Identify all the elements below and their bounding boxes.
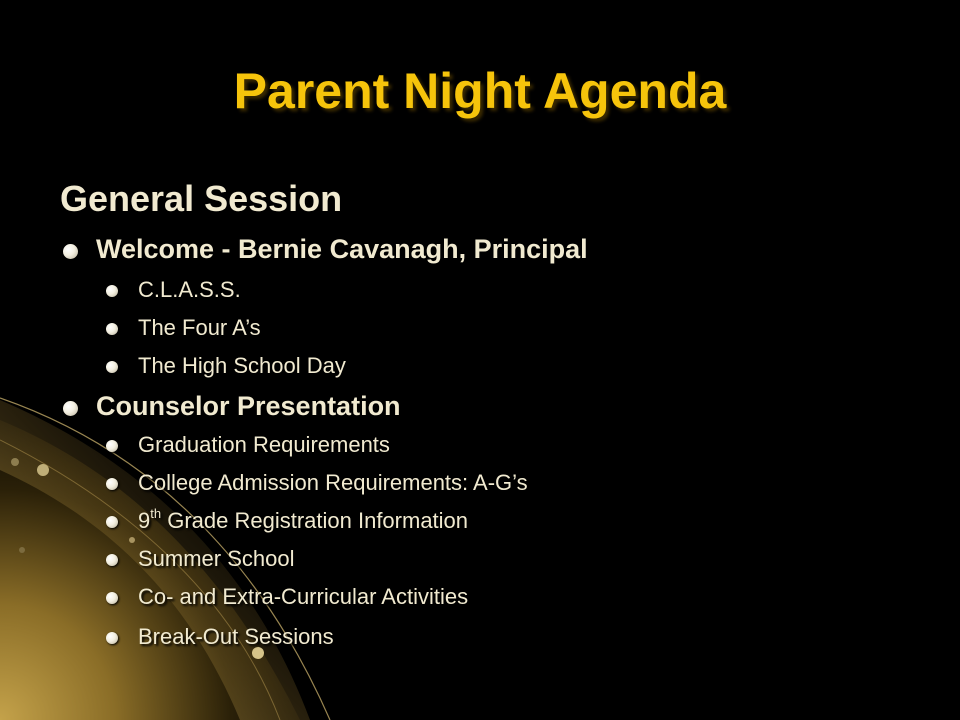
sub-item-label: The High School Day — [138, 353, 346, 378]
bullet-dot-icon — [106, 323, 118, 335]
sub-item-label: C.L.A.S.S. — [138, 277, 241, 302]
sub-item — [60, 508, 940, 534]
sub-item-label: Break-Out Sessions — [138, 624, 334, 649]
sub-item — [60, 277, 940, 303]
agenda-item-counselor — [60, 391, 940, 422]
agenda-item-label: Counselor Presentation — [96, 391, 401, 421]
bullet-dot-icon — [106, 516, 118, 528]
sub-item-label: Graduation Requirements — [138, 432, 390, 457]
bullet-dot-icon — [63, 244, 78, 259]
sub-item-label: The Four A’s — [138, 315, 261, 340]
sub-item — [60, 546, 940, 572]
bullet-dot-icon — [63, 401, 78, 416]
bullet-dot-icon — [106, 554, 118, 566]
agenda-item-label: Welcome - Bernie Cavanagh, Principal — [96, 234, 588, 264]
sub-item — [60, 353, 940, 379]
sub-item — [60, 584, 940, 610]
bullet-dot-icon — [106, 592, 118, 604]
bullet-dot-icon — [106, 285, 118, 297]
sub-item-label: Summer School — [138, 546, 295, 571]
ordinal-suffix: th — [150, 506, 162, 521]
grade-rest: Grade Registration Information — [161, 508, 469, 533]
bullet-dot-icon — [106, 361, 118, 373]
sub-item — [60, 432, 940, 458]
bullet-dot-icon — [106, 478, 118, 490]
agenda-content — [60, 178, 940, 650]
decorative-dot — [11, 458, 19, 466]
sub-item — [60, 624, 940, 650]
grade-number: 9 — [138, 508, 151, 533]
section-heading: General Session — [60, 178, 343, 219]
agenda-item-welcome — [60, 234, 940, 265]
sub-item-label — [138, 508, 468, 533]
bullet-dot-icon — [106, 632, 118, 644]
sub-item — [60, 315, 940, 341]
slide-title: Parent Night Agenda — [233, 63, 727, 119]
sub-item — [60, 470, 940, 496]
sub-item-label: Co- and Extra-Curricular Activities — [138, 584, 469, 609]
decorative-dot — [19, 547, 25, 553]
sub-item-label: College Admission Requirements: A-G’s — [138, 470, 528, 495]
decorative-dot — [37, 464, 49, 476]
bullet-dot-icon — [106, 440, 118, 452]
